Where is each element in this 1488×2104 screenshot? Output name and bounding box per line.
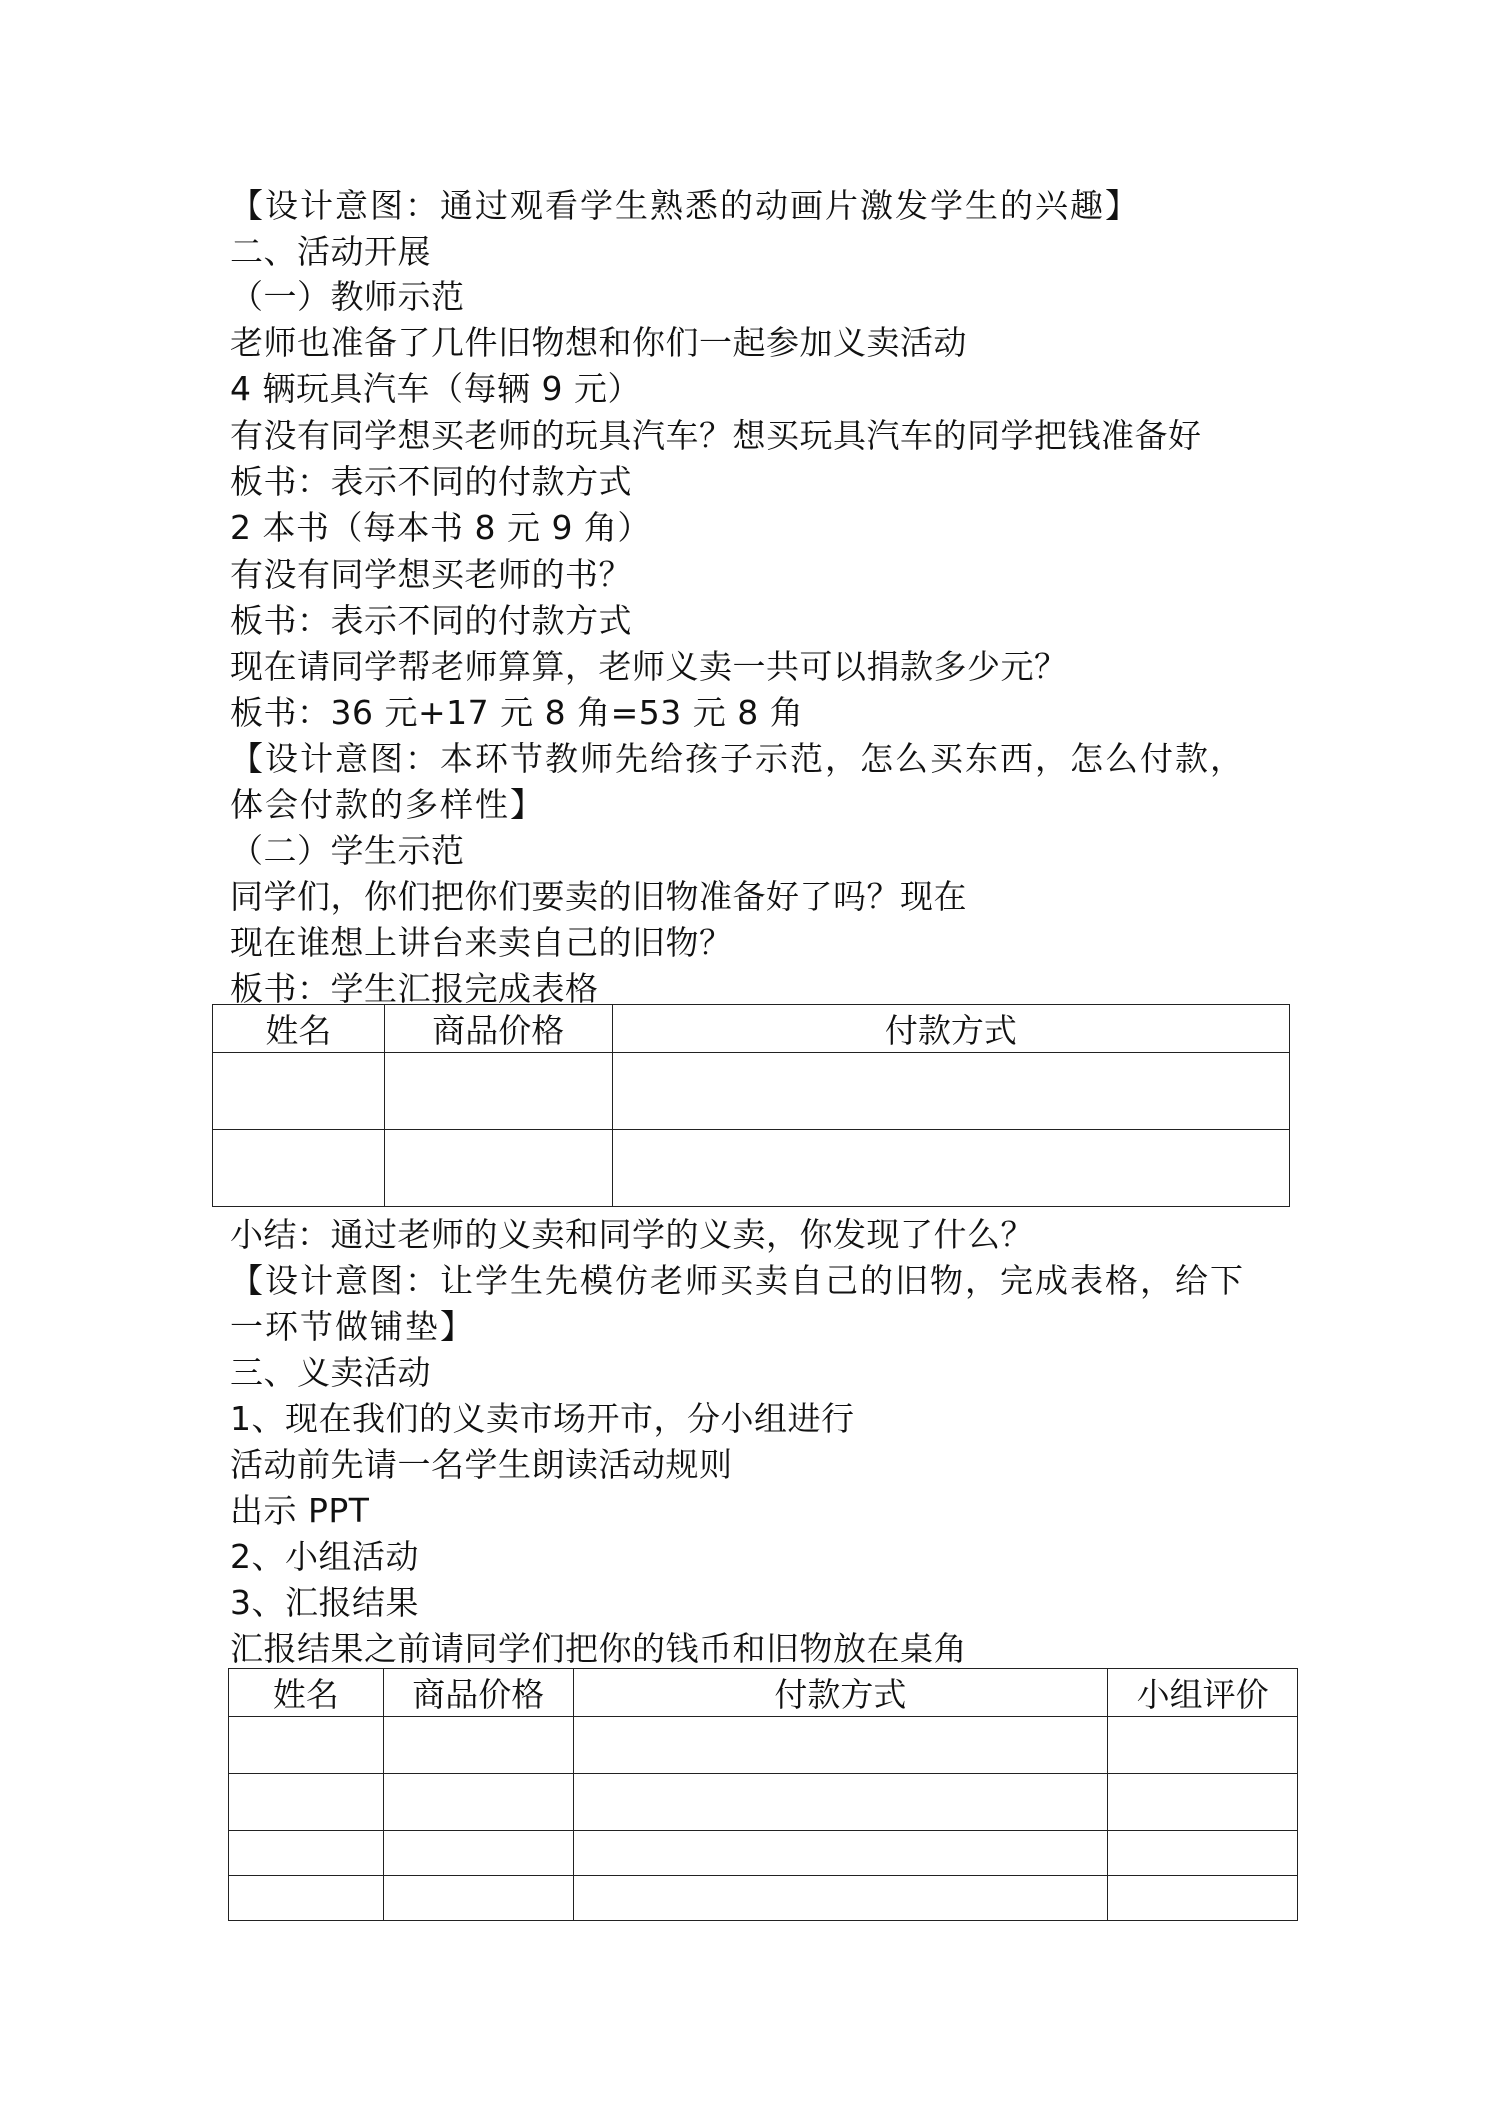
design-intent-note-2: 【设计意图：本环节教师先给孩子示范，怎么买东西，怎么付款，体会付款的多样性】 bbox=[230, 739, 1245, 824]
table-cell bbox=[573, 1774, 1107, 1831]
body-line: 4 辆玩具汽车（每辆 9 元） bbox=[230, 369, 641, 408]
subsection-heading-teacher-demo: （一）教师示范 bbox=[230, 277, 465, 316]
body-line: 板书：36 元+17 元 8 角=53 元 8 角 bbox=[230, 693, 804, 732]
section-heading-3: 三、义卖活动 bbox=[230, 1353, 431, 1392]
table-cell bbox=[573, 1831, 1107, 1876]
body-line: 2、小组活动 bbox=[230, 1537, 419, 1576]
table-header-group-evaluation: 小组评价 bbox=[1108, 1669, 1298, 1717]
body-line: 1、现在我们的义卖市场开市，分小组进行 bbox=[230, 1399, 855, 1438]
table-header-price: 商品价格 bbox=[384, 1005, 612, 1053]
body-line: 现在谁想上讲台来卖自己的旧物？ bbox=[230, 923, 733, 962]
table-cell bbox=[1108, 1717, 1298, 1774]
table-cell bbox=[573, 1876, 1107, 1921]
table-header-payment: 付款方式 bbox=[612, 1005, 1289, 1053]
table-cell bbox=[229, 1774, 384, 1831]
table-cell bbox=[213, 1130, 385, 1207]
student-report-table bbox=[212, 1004, 1290, 1207]
table-cell bbox=[573, 1717, 1107, 1774]
design-intent-note-3: 【设计意图：让学生先模仿老师买卖自己的旧物，完成表格，给下一环节做铺垫】 bbox=[230, 1261, 1245, 1346]
body-line: 板书：学生汇报完成表格 bbox=[230, 969, 599, 1008]
summary-line: 小结：通过老师的义卖和同学的义卖，你发现了什么？ bbox=[230, 1215, 1034, 1254]
table-row bbox=[213, 1053, 1290, 1130]
table-cell bbox=[612, 1053, 1289, 1130]
subsection-heading-student-demo: （二）学生示范 bbox=[230, 831, 465, 870]
table-row bbox=[229, 1717, 1298, 1774]
body-line: 汇报结果之前请同学们把你的钱币和旧物放在桌角 bbox=[230, 1629, 967, 1668]
body-line: 板书：表示不同的付款方式 bbox=[230, 462, 632, 501]
table-row bbox=[213, 1130, 1290, 1207]
design-intent-note-1: 【设计意图：通过观看学生熟悉的动画片激发学生的兴趣】 bbox=[230, 186, 1140, 225]
table-cell bbox=[384, 1130, 612, 1207]
table-header-name: 姓名 bbox=[229, 1669, 384, 1717]
group-evaluation-table bbox=[228, 1668, 1298, 1921]
table-cell bbox=[383, 1774, 573, 1831]
table-cell bbox=[384, 1053, 612, 1130]
section-heading-2: 二、活动开展 bbox=[230, 232, 431, 271]
body-line: 现在请同学帮老师算算，老师义卖一共可以捐款多少元？ bbox=[230, 647, 1068, 686]
body-line: 板书：表示不同的付款方式 bbox=[230, 601, 632, 640]
table-header-payment: 付款方式 bbox=[573, 1669, 1107, 1717]
table-header-price: 商品价格 bbox=[383, 1669, 573, 1717]
table-cell bbox=[383, 1831, 573, 1876]
body-line: 有没有同学想买老师的书？ bbox=[230, 555, 632, 594]
body-line: 2 本书（每本书 8 元 9 角） bbox=[230, 508, 651, 547]
table-header-name: 姓名 bbox=[213, 1005, 385, 1053]
table-cell bbox=[229, 1876, 384, 1921]
body-line: 出示 PPT bbox=[230, 1491, 370, 1530]
table-cell bbox=[229, 1831, 384, 1876]
body-line: 活动前先请一名学生朗读活动规则 bbox=[230, 1445, 733, 1484]
body-line: 同学们，你们把你们要卖的旧物准备好了吗？现在 bbox=[230, 877, 967, 916]
table-row bbox=[229, 1774, 1298, 1831]
table-row bbox=[229, 1831, 1298, 1876]
table-cell bbox=[229, 1717, 384, 1774]
body-line: 3、汇报结果 bbox=[230, 1583, 419, 1622]
table-cell bbox=[1108, 1831, 1298, 1876]
table-cell bbox=[383, 1717, 573, 1774]
body-line: 有没有同学想买老师的玩具汽车？想买玩具汽车的同学把钱准备好 bbox=[230, 416, 1202, 455]
table-cell bbox=[612, 1130, 1289, 1207]
body-line: 老师也准备了几件旧物想和你们一起参加义卖活动 bbox=[230, 323, 967, 362]
table-cell bbox=[383, 1876, 573, 1921]
table-cell bbox=[1108, 1876, 1298, 1921]
table-cell bbox=[1108, 1774, 1298, 1831]
table-row bbox=[229, 1876, 1298, 1921]
table-cell bbox=[213, 1053, 385, 1130]
